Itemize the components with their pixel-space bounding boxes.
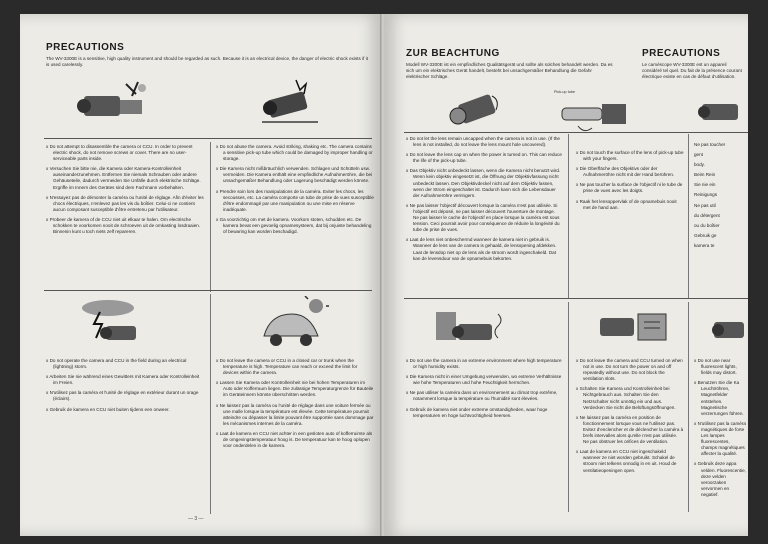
paragraph-fr: x Ne pas laisser l'objectif découvert lorsque la caméra n'est pas utilisée. Si l'objectif est déposé, ne pas laisser découvert l'ouverture de montage. Ne pas laisser le cache de l'objectif en place lorsque la caméra est sous tension. Ceci pourrait avoir pour conséquence de réduire la longévité du tube de prise de vues. xyxy=(406,202,560,233)
intro-text-fr: Le caméscope WV-3300E est un appareil considéré tel quel. Du fait de la présence courant électrique existe en cas de défaut d'utilisation. xyxy=(642,62,742,79)
pick-up-tube-illustration xyxy=(558,96,636,136)
paragraph-de: x Schalten Sie Kamera und Kontrolleinheit bei Nichtgebrauch aus. Schalten Sie den Netzschalter nicht unnötig ein und aus. Verdecken Sie nicht die Belüftungsöffnungen. xyxy=(576,386,676,410)
intro-text-de: Modell WV-3300E ist ein empfindliches Qualitätsgerät und sollte als solches behandelt werden. Da es sich um ein elektrisches Gerät handelt, besteht bei unsachgemäßer Behandlung die Gefahr elektrischer Schläge. xyxy=(406,62,613,79)
fragment: du détergent xyxy=(694,212,720,218)
paragraph-en: x Do not touch the surface of the lens of pick-up tube with your fingers. xyxy=(576,150,684,162)
paragraph-en: x Do not use the camera in an extreme environment where high temperature or high humidity exists. xyxy=(406,358,562,370)
fragment: Reinigungs xyxy=(694,192,717,198)
fragment: gent xyxy=(694,152,703,158)
section-divider xyxy=(404,132,748,133)
paragraph-nl: x Ga voorzichtig om met de kamera. Voorkom stoten, schudden etc. De kamera bevat een gevoelig opnamesysteem, dat bij onjuiste behandeling of bewaring kan worden beschadigd. xyxy=(216,216,372,235)
paragraph-nl: x Gebruik de kamera niet onder extreme omstandigheden, waar hoge temperaturen en hoge luchtvochtigheid heersen. xyxy=(406,406,548,418)
right-page xyxy=(384,14,748,536)
paragraph-de: x Das Objektiv nicht unbedeckt lassen, wenn die Kamera nicht benutzt wird. Wenn kein objektiv eingesetzt ist, die Öffnung der Objektivfassung nicht unbedeckt lassen. Den Objektivdeckel nicht auf dem Objektiv lassen, wenn der Strom eingeschaltet ist. Dadurch kann sich die Lebensdauer der Aufnahmeröhre verringern. xyxy=(406,168,561,198)
paragraph-fr: x Ne laissez pas la caméra en position de fonctionnement lorsque vous ne l'utilisez pas. Evitez d'enclencher et de déclencher la caméra à brefs intervalles alors qu'elle n'est pas utilisée. Ne pas obstruer les orifices de ventilation. xyxy=(576,414,684,445)
paragraph-nl: x Laat de kamera en CCU niet achter in een gesloten auto of kofferruimte als de omgevingstemperatuur hoog is. De temperatuur kan te hoog oplopen voor onderdelen in de kamera. xyxy=(216,430,373,449)
section2-column2 xyxy=(576,358,684,478)
column-divider xyxy=(210,294,211,514)
paragraph-fr: x N'utilisez pas la caméra et l'unité de réglage en extérieur durant un orage (éclairs). xyxy=(46,390,199,402)
fluorescent-light-illustration xyxy=(710,304,748,352)
paragraph-en: x Do not leave the camera and CCU turned on when not in use. Do not turn the power on and off repeatedly without use. Do not block the ventilation slots. xyxy=(576,358,683,382)
section2-column1 xyxy=(406,358,562,423)
hot-car-illustration xyxy=(256,296,332,354)
paragraph-nl: x Raak het lensoppervlak of de opnamebuis nooit met de hand aan. xyxy=(576,198,677,210)
fragment: Gebruik ge xyxy=(694,232,717,238)
section1-column3 xyxy=(694,142,746,253)
paragraph-en: x Do not let the lens remain uncapped when the camera is not in use. (If the lens is not installed, do not leave the lens mount hole uncovered). xyxy=(406,136,560,148)
fragment: kamera te xyxy=(694,242,715,248)
section2-column1 xyxy=(46,358,204,417)
paragraph-en: x Do not abuse the camera. Avoid striking, shaking etc. The camera contains a sensitive pick-up tube which could be damaged by improper handling or storage. xyxy=(216,144,373,162)
paragraph-fr: x Ne pas utiliser la caméra dans un environnement au climat trop extrême, notamment lorsque la température ou l'humidité sont élevées. xyxy=(406,390,558,402)
pick-up-tube-caption: Pick-up tube xyxy=(554,90,576,94)
column-divider xyxy=(568,134,569,298)
paragraph-nl: x Gebruik de kamera en CCU niet buiten tijdens een onweer. xyxy=(46,406,170,412)
fragment: x Benutzen Sie die Ka Leuchtröhren, Magnetfelder entstehen. Magnetische verzerrungen führen. xyxy=(694,380,744,416)
paragraph-nl: x Laat de kamera en CCU niet ingeschakeld wanneer ze niet worden gebruikt. Schakel de stroom niet telkens onnodig in en uit. Houd de ventilatieopeningen open. xyxy=(576,449,677,473)
page-title-fr: PRECAUTIONS xyxy=(642,48,721,59)
fragment: Ne pas util xyxy=(694,202,716,208)
fragment: Ne pas toucher xyxy=(694,142,726,147)
paragraph-de: x Die Kamera nicht mißbräuchlich verwenden. Schlagen und Schütteln usw. vermeiden. Die Kamera enthält eine empfindliche Aufnahmeröhre, die bei unsachgemäßer Behandlung oder Lagerung beschädigt werden könnte. xyxy=(216,166,373,184)
paragraph-nl: x Laat de lens niet onbeschermd wanneer de kamera niet in gebruik is. Wanneer de lens van de camera is gehaald, de lensopening afdekken. Laat de lensdop niet op de lens als de stroom wordt ingeschakeld. Dat kan de levensduur van de opnamebuis bekorten. xyxy=(406,237,557,261)
paragraph-fr: x Ne laissez pas la caméra ou l'unité de réglage dans une voiture fermée ou une malle lorsque la température est élevée. Cette température pourrait atteindre ou dépasser la limite pouvant être supportée sans dommage par les mécanismes internes de la caméra. xyxy=(216,402,374,426)
fragment: x N'utilisez pas la caméra magnétiques de forte Les lampes fluorescentes, champs magnétiques affecter la qualité. xyxy=(694,420,746,457)
fragment: x Gebruik deze appa velden. Fluorescentie, deze velden veroorzaken vervormen en negatief. xyxy=(694,461,746,497)
power-on-illustration xyxy=(594,304,674,352)
camera-disassembly-illustration xyxy=(76,76,156,131)
paragraph-en: x Do not operate the camera and CCU in the field during an electrical (lightning) storm. xyxy=(46,358,187,370)
paragraph-fr: x N'essayez pas de démonter la caméra ou l'unité de réglage. Afin d'éviter les chocs électriques, n'enlevez pas les vis du boîtier. Celui-ci ne contient aucun composant susceptible d'être entretenu par l'utilisateur. xyxy=(46,194,204,212)
section1-column1 xyxy=(46,144,204,239)
paragraph-de: x Die Oberfläche des Objektivs oder der Aufnahmeröhre nicht mit der Hand berühren. xyxy=(576,166,675,178)
intro-text: The WV-3300E is a sensitive, high quality instrument and should be regarded as such. Because it is an electrical device, the danger of electric shock exists if it is used carelessly. xyxy=(46,56,368,67)
fragment: body. xyxy=(694,162,705,168)
left-page xyxy=(20,14,382,536)
fragment: Beim Rein xyxy=(694,172,716,178)
paragraph-en: x Do not leave the camera or CCU in a closed car or trunk when the temperature is high. Temperature can reach or exceed the limit for devices within the camera. xyxy=(216,358,358,376)
paragraph-fr: x Ne pas toucher la surface de l'objectif ni le tube de prise de vues avec les doigts. xyxy=(576,182,683,194)
paragraph-de: x Arbeiten Sie nie während eines Gewitters mit Kamera oder Kontrolleinheit im Freien. xyxy=(46,374,200,386)
section2-column3 xyxy=(694,358,746,502)
page-title: PRECAUTIONS xyxy=(46,42,125,53)
column-divider xyxy=(568,302,569,512)
section-divider xyxy=(44,290,372,291)
lightning-storm-illustration xyxy=(70,296,150,351)
extreme-environment-illustration xyxy=(428,304,518,352)
paragraph-en: x Do not attempt to disassemble the camera or CCU. In order to prevent electric shock, do not remove screws or cover. There are no user-serviceable parts inside. xyxy=(46,144,193,162)
fragment: x Do not use near fluorescent lights, fields may distort. xyxy=(694,358,737,376)
paragraph-en: x Do not leave the lens cap on when the power is turned on. This can reduce the life of the pick-up tube. xyxy=(406,152,562,164)
column-divider xyxy=(210,142,211,292)
page-number: — 3 — xyxy=(188,516,204,522)
lens-cap-illustration xyxy=(444,86,514,134)
section1-column1 xyxy=(406,136,562,266)
fragment: ou du boîtier xyxy=(694,222,720,228)
fragment: Sie nie ein xyxy=(694,182,716,188)
section1-column2 xyxy=(216,144,374,239)
paragraph-de: x Die Kamera nicht in einer Umgebung verwenden, wo extreme Verhältnisse wie hohe Temperaturen und hohe Feuchtigkeit herrschen. xyxy=(406,374,562,386)
paragraph-de: x Lassen Sie Kamera oder Kontrolleinheit nie bei hohen Temperaturen im Auto oder Kofferraum liegen. Die zulässige Temperaturgrenze für Bauteile im Geräteinnern könnte überschritten werden. xyxy=(216,380,374,398)
page-title-de: ZUR BEACHTUNG xyxy=(406,48,500,59)
cleaning-camera-illustration xyxy=(696,94,746,128)
column-divider xyxy=(688,302,689,512)
section1-column2 xyxy=(576,150,684,215)
section-divider xyxy=(404,298,748,299)
dropped-camera-illustration xyxy=(256,74,326,129)
paragraph-de: x Versuchen Sie bitte nie, die Kamera oder Kamera-Kontrolleinheit auseinanderzunehmen. Entfernen Sie niemals Schrauben oder andere Gehäuseteile, dadurch vermeiden Sie Unfälle durch elektrische Schläge. Ergriffe im Innern des Gerätes sind dem Fachmann vorbehalten. xyxy=(46,166,201,190)
column-divider xyxy=(688,134,689,298)
section-divider xyxy=(44,138,372,139)
paragraph-fr: x Prendre soin lors des manipulations de la caméra. Eviter les chocs, les secousses, etc. La caméra comporte un tube de prise de vues susceptible d'être endommagé par une manipulation ou une mise en réserve inadéquate. xyxy=(216,188,374,212)
section2-column2 xyxy=(216,358,374,453)
paragraph-nl: x Probeer de kamera of de CCU niet uit elkaar te halen. Om electrische schokken te voorkomen nooit de schroeven uit de omkasting losdraaien. Binnenin kunt u toch niets zelf repareren. xyxy=(46,216,201,235)
